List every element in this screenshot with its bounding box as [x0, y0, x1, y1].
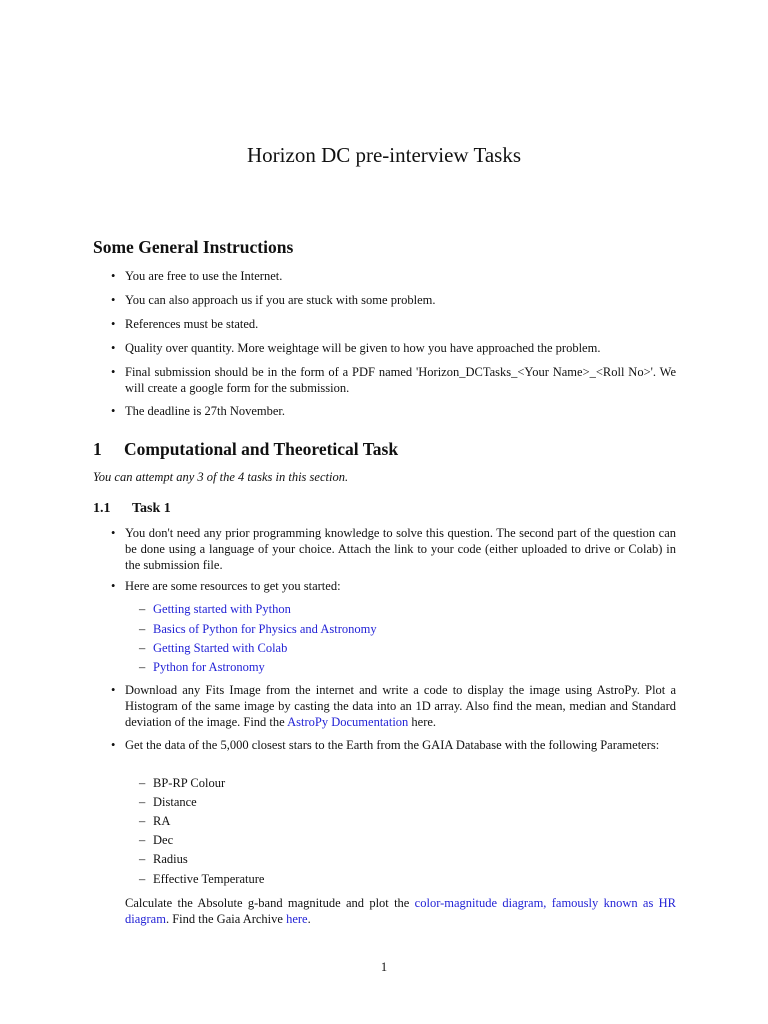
bullet-icon: •	[111, 269, 116, 283]
list-item-text: References must be stated.	[125, 317, 259, 331]
bullet-icon: •	[111, 341, 116, 355]
parameter-item	[139, 851, 188, 867]
dash-icon: –	[139, 776, 146, 790]
list-item-text: The deadline is 27th November.	[125, 404, 286, 418]
subsection-title: Task 1	[132, 501, 171, 516]
list-item-text: Quality over quantity. More weightage will be given to how you have approached the problem.	[125, 341, 601, 355]
dash-icon: –	[139, 641, 146, 655]
list-item-text: Final submission should be in the form of a PDF named 'Horizon_DCTasks_<Your Name>_<Roll No>'. We will create a google form for the submission.	[125, 365, 676, 395]
bullet-icon: •	[111, 293, 116, 307]
parameter-label: Radius	[153, 852, 188, 866]
parameter-label: Distance	[153, 795, 197, 809]
dash-icon: –	[139, 602, 146, 616]
dash-icon: –	[139, 622, 146, 636]
section-title: Computational and Theoretical Task	[124, 439, 399, 459]
dash-icon: –	[139, 795, 146, 809]
parameter-item	[139, 832, 173, 848]
list-item-text: Get the data of the 5,000 closest stars to the Earth from the GAIA Database with the following Parameters:	[125, 738, 660, 752]
section-number: 1	[93, 439, 102, 459]
resource-item	[139, 640, 287, 656]
paragraph-text-part: .	[307, 912, 311, 926]
section-heading	[93, 438, 398, 460]
bullet-icon: •	[111, 683, 116, 697]
calculate-paragraph	[125, 895, 676, 927]
resource-item	[139, 659, 265, 675]
list-item-text: You can also approach us if you are stuck with some problem.	[125, 293, 436, 307]
list-item-text: Here are some resources to get you started:	[125, 579, 341, 593]
parameter-label: Effective Temperature	[153, 872, 265, 886]
gaia-archive-link[interactable]: here	[286, 912, 308, 926]
bullet-icon: •	[111, 317, 116, 331]
resource-link[interactable]: Python for Astronomy	[153, 660, 265, 674]
resource-link[interactable]: Basics of Python for Physics and Astronomy	[153, 622, 377, 636]
parameter-item	[139, 871, 264, 887]
paragraph-text-part: . Find the Gaia Archive	[165, 912, 287, 926]
resource-item	[139, 621, 377, 637]
parameter-label: RA	[153, 814, 171, 828]
parameter-label: BP-RP Colour	[153, 776, 226, 790]
subsection-heading	[93, 500, 171, 518]
document-title: Horizon DC pre-interview Tasks	[247, 143, 521, 167]
parameter-label: Dec	[153, 833, 174, 847]
parameter-item	[139, 794, 197, 810]
astropy-docs-link[interactable]: AstroPy Documentation	[287, 715, 409, 729]
general-instructions-heading: Some General Instructions	[93, 237, 294, 257]
hr-diagram-link[interactable]: color-magnitude diagram, famously known as HR diagram	[125, 896, 677, 926]
bullet-icon: •	[111, 404, 116, 418]
subsection-number: 1.1	[93, 501, 111, 516]
list-item-text	[125, 682, 676, 730]
bullet-icon: •	[111, 365, 116, 379]
item-text-part: Download any Fits Image from the internet and write a code to display the image using AstroPy. Plot a Histogram of the same image by casting the data into an 1D array. Also find the mean, median and Standard deviation of the image. Find the	[125, 683, 676, 729]
bullet-icon: •	[111, 579, 116, 593]
list-item-text: You are free to use the Internet.	[125, 269, 283, 283]
page-number: 1	[380, 960, 388, 974]
resource-item	[139, 601, 291, 617]
bullet-icon: •	[111, 526, 116, 540]
dash-icon: –	[139, 814, 146, 828]
paragraph-text-part: Calculate the Absolute g-band magnitude and plot the	[125, 896, 415, 910]
resource-link[interactable]: Getting Started with Colab	[153, 641, 288, 655]
bullet-icon: •	[111, 738, 116, 752]
resource-link[interactable]: Getting started with Python	[153, 602, 291, 616]
list-item-text: You don't need any prior programming knowledge to solve this question. The second part of the question can be done using a language of your choice. Attach the link to your code (either uploaded to drive or Colab) in the submission file.	[125, 526, 676, 572]
dash-icon: –	[139, 833, 146, 847]
dash-icon: –	[139, 872, 146, 886]
section-intro: You can attempt any 3 of the 4 tasks in this section.	[93, 470, 349, 484]
dash-icon: –	[139, 660, 146, 674]
parameter-item	[139, 775, 225, 791]
parameter-item	[139, 813, 170, 829]
item-text-part: here.	[408, 715, 437, 729]
dash-icon: –	[139, 852, 146, 866]
